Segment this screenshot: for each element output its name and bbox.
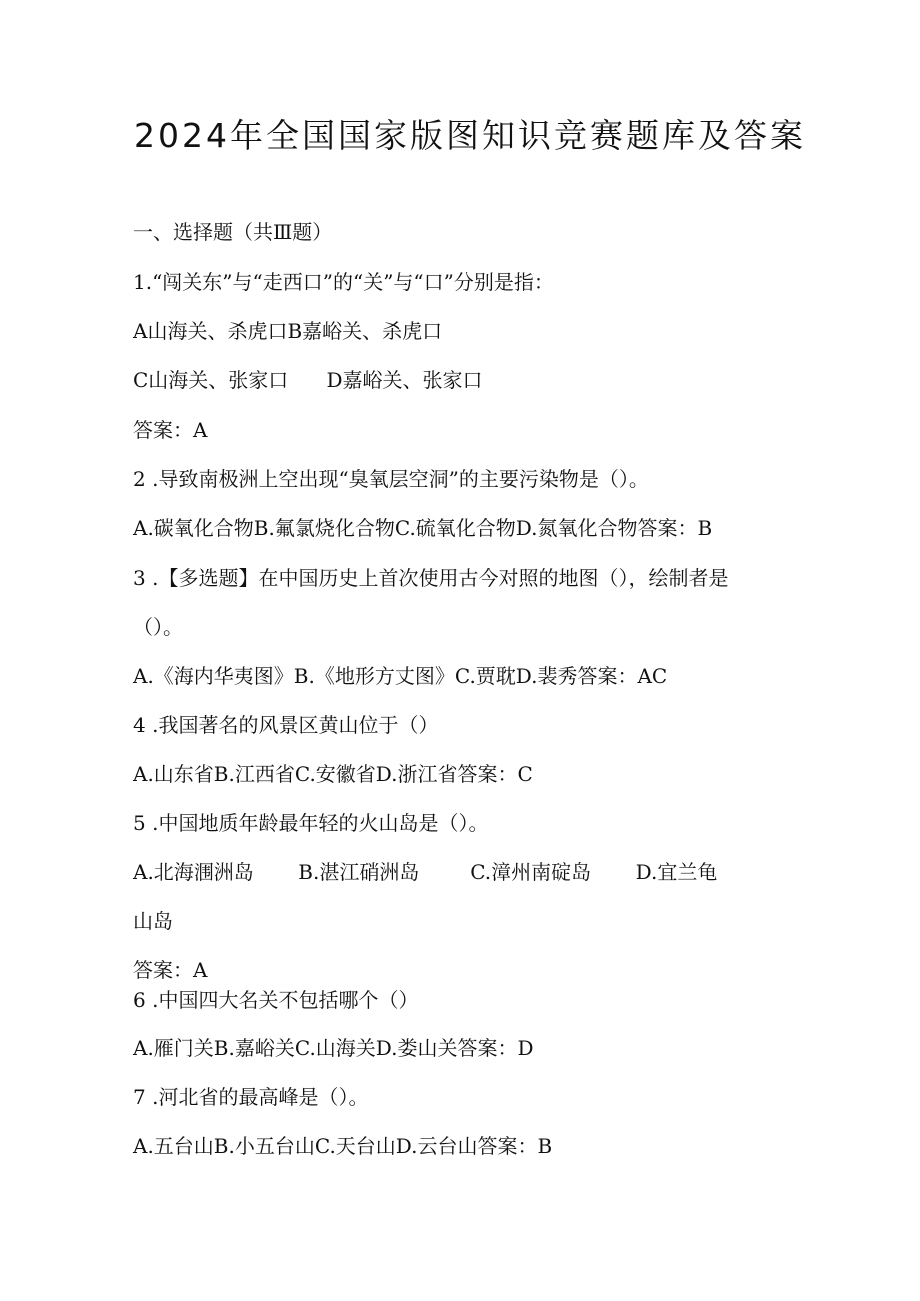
question-3: 3 .【多选题】在中国历史上首次使用古今对照的地图（），绘制者是 [133,566,729,590]
question-5-options: A.北海涠洲岛 B.湛江硝洲岛 C.漳州南碇岛 D.宜兰龟 [133,860,718,884]
question-4: 4 .我国著名的风景区黄山位于（） [133,713,439,737]
question-3-continued: （）。 [133,615,183,639]
question-7-options: A.五台山B.小五台山C.天台山D.云台山答案：B [133,1134,553,1158]
section-heading: 一、选择题（共Ⅲ题） [133,220,333,244]
question-6-options: A.雁门关B.嘉峪关C.山海关D.娄山关答案：D [133,1036,534,1060]
question-1: 1.“闯关东”与“走西口”的“关”与“口”分别是指： [133,270,554,294]
question-2-options: A.碳氧化合物B.氟氯烧化合物C.硫氧化合物D.氮氧化合物答案：B [133,516,713,540]
question-5-options-continued: 山岛 [133,909,173,933]
question-4-options: A.山东省B.江西省C.安徽省D.浙江省答案：C [133,762,533,786]
question-7: 7 .河北省的最高峰是（）。 [133,1085,369,1109]
question-2: 2 .导致南极洲上空出现“臭氧层空洞”的主要污染物是（）。 [133,467,649,491]
question-5: 5 .中国地质年龄最年轻的火山岛是（）。 [133,811,489,835]
question-6: 6 .中国四大名关不包括哪个（） [133,988,419,1012]
question-1-options-cd: C山海关、张家口 D嘉峪关、张家口 [133,368,483,392]
question-5-answer: 答案：A [133,958,208,982]
question-1-options-ab: A山海关、杀虎口B嘉峪关、杀虎口 [133,319,443,343]
document-title: 2024年全国国家版图知识竞赛题库及答案 [134,116,806,155]
question-3-options: A.《海内华夷图》B.《地形方丈图》C.贾耽D.裴秀答案：AC [133,664,668,688]
question-1-answer: 答案：A [133,418,208,442]
